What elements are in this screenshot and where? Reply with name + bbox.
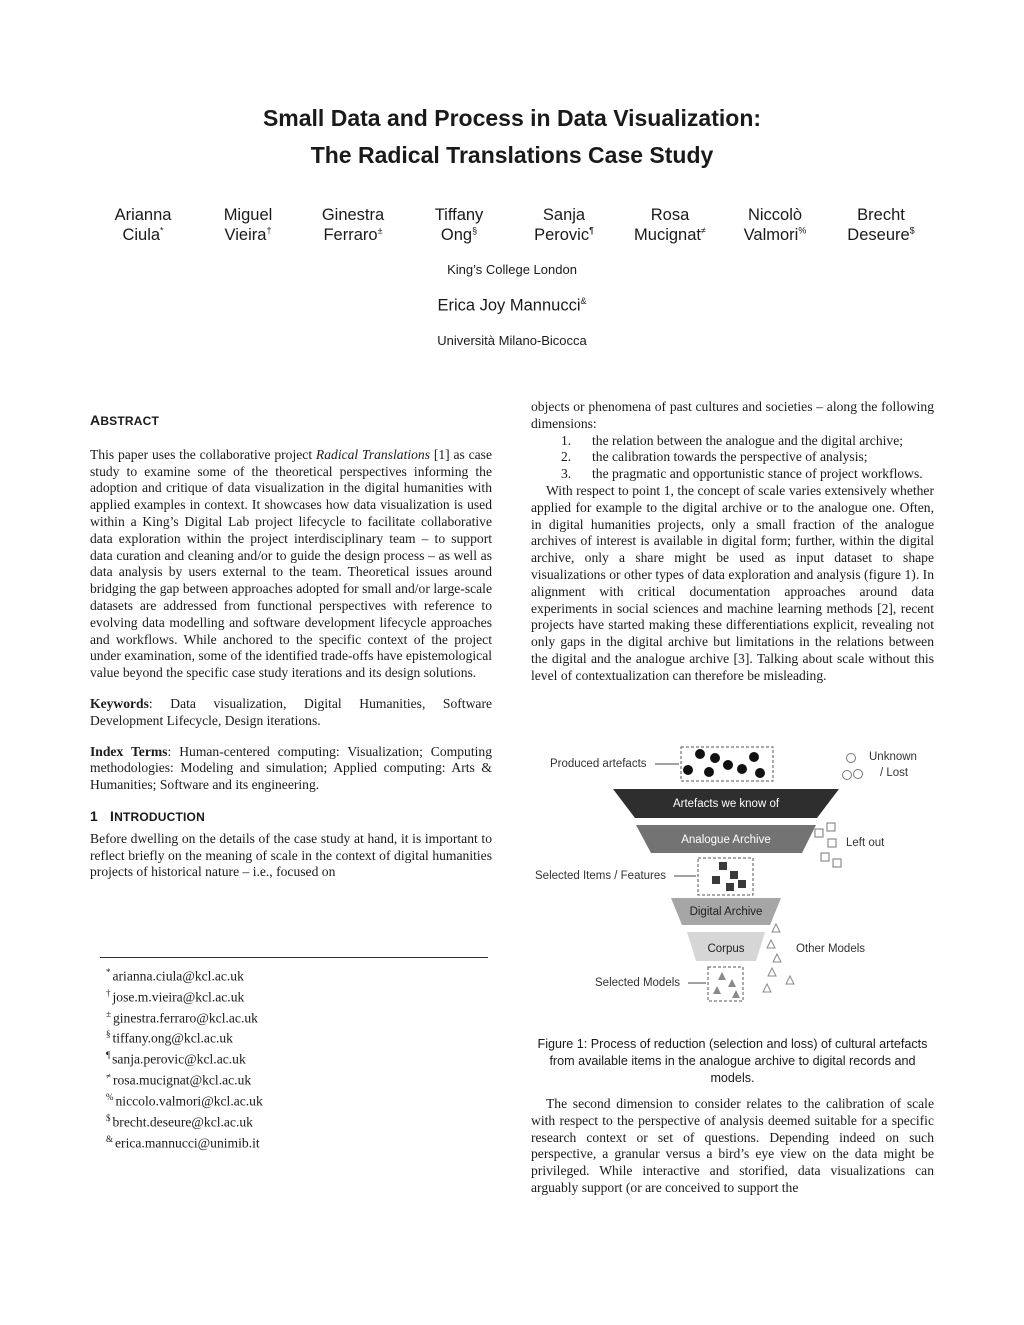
list-number: 2. [561,449,572,465]
label-produced-artefacts: Produced artefacts [550,758,647,770]
lost-circle [847,754,856,763]
author-last-name: Ciula [122,226,161,244]
keywords [90,696,492,730]
project-name: Radical Translations [315,446,431,462]
footnote-email: brecht.deseure@kcl.ac.uk [112,1114,253,1130]
footnote-mark: & [106,1133,114,1144]
other-model-triangle [786,976,794,984]
footnote [106,1047,263,1068]
lost-circle [843,771,852,780]
selected-item-square [719,862,727,870]
footnote-mark: ± [106,1008,111,1019]
left-out-square [821,853,829,861]
label-digital-archive: Digital Archive [689,906,763,918]
other-model-triangles [763,924,794,992]
left-out-square [833,859,841,867]
label-analogue-archive: Analogue Archive [681,834,771,846]
label-left-out: Left out [846,837,885,849]
author-1 [83,205,203,245]
abstract-text-pre: This paper uses the collaborative project [90,446,316,462]
list-number: 3. [561,466,572,482]
author-mark: † [266,225,272,236]
index-terms [90,744,492,794]
label-selected-items: Selected Items / Features [535,870,667,882]
footnote [106,964,263,985]
affiliation-bicocca: Università Milano-Bicocca [437,333,587,348]
footnote [106,1131,263,1152]
author-mark: ¶ [589,225,594,236]
footnote [106,1110,263,1131]
author-9 [0,296,1024,316]
selected-item-square [726,883,734,891]
label-artefacts-we-know: Artefacts we know of [672,798,780,810]
list-item [531,433,934,450]
list-text: the calibration towards the perspective of analysis; [592,449,868,465]
author-mark: § [472,225,478,236]
footnote-email: niccolo.valmori@kcl.ac.uk [115,1093,263,1109]
footnote-email: tiffany.ong@kcl.ac.uk [112,1031,233,1047]
author-last-name: Perovic [534,226,590,244]
keywords-text: : Data visualization, Digital Humanities, Software Development Lifecycle, Design iterations. [90,695,492,728]
right-para-2: With respect to point 1, the concept of scale varies extensively whether applied for example to the digital archive or to the analogue one. Often, in digital humanities projects, only a small fraction of the analogue archives of interest is available in digital form; further, within the digital archive, only a share might be used as input dataset to shape visualizations or other types of data exploration and analysis (figure 1). In alignment with critical documentation approaches around data experiments in social sciences and machine learning methods [2], recent projects have started making these differentiations explicit, revealing not only gaps in the digital archive but limitations in the relations between the digital and the analogue archive [3]. Talking about scale without this level of contextualization can therefore be misleading. [531,482,934,683]
artefact-dot [704,767,714,777]
left-column [90,412,492,881]
footnote-email: sanja.perovic@kcl.ac.uk [112,1051,246,1067]
author-first-name: Sanja [542,206,586,224]
footnote-mark: ¶ [106,1050,111,1061]
footnote-mark: * [106,967,111,977]
figure-caption: Figure 1: Process of reduction (selection and loss) of cultural artefacts from available items in the analogue archive to digital records and models. [537,1037,928,1085]
dimensions-list [531,433,934,483]
footnote-email: erica.mannucci@unimib.it [115,1135,260,1151]
author-first-name: Brecht [857,206,905,224]
artefact-dot [737,764,747,774]
author-mark: & [580,296,587,306]
author-5 [504,205,624,245]
artefact-dot [755,768,765,778]
label-corpus: Corpus [707,943,745,955]
author-2 [188,205,308,245]
author-8 [821,205,941,245]
footnote-mark: $ [106,1112,111,1123]
author-first-name: Tiffany [434,206,484,224]
artefact-dot [683,765,693,775]
list-text: the pragmatic and opportunistic stance of project workflows. [592,466,923,482]
footnote-mark: % [106,1091,114,1102]
list-item [531,466,934,483]
author-last-name: Vieira [224,226,267,244]
author-mark: * [160,225,164,236]
other-model-triangle [768,968,776,976]
right-column-bottom [531,1096,934,1197]
selected-model-triangle [728,979,736,987]
artefact-dots [683,749,765,778]
author-first-name: Arianna [114,206,172,224]
list-item [531,449,934,466]
affiliation-kings: King’s College London [447,262,577,277]
author-mark: % [798,225,807,236]
left-out-square [815,829,823,837]
right-para-3: The second dimension to consider relates to the calibration of scale with respect to the perspective of analysis deemed suitable for a specific research context or set of questions. Depending indeed on such perspective, a granular versus a bird’s eye view on the data might be privileged. While interactive and storified, data visualizations can arguably support (or are conceived to support the [531,1096,934,1195]
left-out-square [827,823,835,831]
index-terms-label: Index Terms [90,743,168,759]
keywords-label: Keywords [90,695,149,711]
label-selected-models: Selected Models [595,977,681,989]
author-6 [610,205,730,245]
label-other-models: Other Models [796,943,866,955]
lost-circle [854,770,863,779]
author-3 [293,205,413,245]
heading-initial: A [90,412,101,428]
artefact-dot [695,749,705,759]
selected-item-square [712,876,720,884]
selected-item-square [738,880,746,888]
heading-initial: I [110,807,115,824]
footnote [106,1026,263,1047]
artefact-dot [749,752,759,762]
figure-reduction-funnel [531,738,935,1028]
author-last-name: Ferraro [323,226,378,244]
author-first-name: Miguel [223,206,273,224]
abstract-text-post: [1] as case study to examine some of the theoretical perspectives informing the adoption and critique of data visualization in the digital humanities with applied examples in context. It showcases how data visualization is used within a King’s Digital Lab project lifecycle to facilitate collaborative data exploration within the project interdisciplinary team – to support data curation and cleaning and/or to guide the design process – as well as data analysis by users external to the team. Theoretical issues around bridging the gap between approaches adopted for small and/or large-scale datasets are addressed from functional perspectives with reference to evolving data modelling and software development lifecycle approaches and workflows. While anchored to the specific context of the project under examination, some of the identified trade-offs have epistemological value beyond the specific case study iterations and its design solutions. [90,446,492,681]
footnotes [106,964,263,1151]
title-line-2: The Radical Translations Case Study [310,142,714,168]
selected-model-triangle [718,972,726,980]
artefact-dot [710,753,720,763]
selected-model-triangle [713,986,721,994]
heading-rest: BSTRACT [100,414,160,428]
other-model-triangle [767,940,775,948]
footnote-email: ginestra.ferraro@kcl.ac.uk [112,1010,258,1026]
footnote-email: rosa.mucignat@kcl.ac.uk [112,1072,252,1088]
section-number: 1 [90,807,98,824]
footnote [106,1068,263,1089]
abstract-body [90,447,492,682]
author-last-name: Ong [440,226,473,244]
author-name: Erica Joy Mannucci [437,296,581,315]
selected-item-squares [712,862,746,891]
footnote [106,1089,263,1110]
list-number: 1. [561,432,572,448]
selected-model-triangle [732,990,740,998]
title-line-1: Small Data and Process in Data Visualization: [262,105,762,131]
right-column [531,399,934,685]
author-7 [715,205,835,245]
right-para-1: objects or phenomena of past cultures and societies – along the following dimensions: [531,399,934,431]
heading-rest: NTRODUCTION [114,809,205,824]
other-model-triangle [772,924,780,932]
index-terms-text: : Human-centered computing: Visualization; Computing methodologies: Modeling and simulation; Applied computing: Arts & Humanities; Software and its engineering. [90,743,492,793]
left-out-squares [815,823,841,867]
author-first-name: Rosa [650,206,690,224]
author-4 [399,205,519,245]
selected-item-square [730,871,738,879]
author-mark: $ [909,225,915,236]
footnote-mark: † [106,987,111,998]
footnote [106,985,263,1006]
intro-heading [90,808,492,826]
selected-model-triangles [713,972,740,998]
artefact-dot [723,760,733,770]
other-model-triangle [773,954,781,962]
author-first-name: Niccolò [747,206,803,224]
list-text: the relation between the analogue and the digital archive; [592,432,904,448]
author-mark: ≠ [701,225,706,236]
footnote-email: arianna.ciula@kcl.ac.uk [112,968,244,984]
author-last-name: Mucignat [634,226,701,244]
footnote-rule [100,957,488,958]
intro-body: Before dwelling on the details of the case study at hand, it is important to reflect briefly on the meaning of scale in the context of digital humanities projects of historical nature – i.e., focused on [90,830,492,880]
author-last-name: Valmori [743,226,799,244]
other-model-triangle [763,984,771,992]
author-last-name: Deseure [847,226,910,244]
footnote [106,1006,263,1027]
label-unknown: Unknown [869,751,917,763]
footnote-mark: § [106,1029,111,1040]
author-mark: ± [377,225,383,236]
footnote-email: jose.m.vieira@kcl.ac.uk [112,989,245,1005]
left-out-square [828,839,836,847]
abstract-heading [90,412,492,430]
label-lost: / Lost [880,767,909,779]
paper-title [0,100,1024,174]
author-first-name: Ginestra [321,206,385,224]
footnote-mark: ≠ [106,1071,111,1082]
